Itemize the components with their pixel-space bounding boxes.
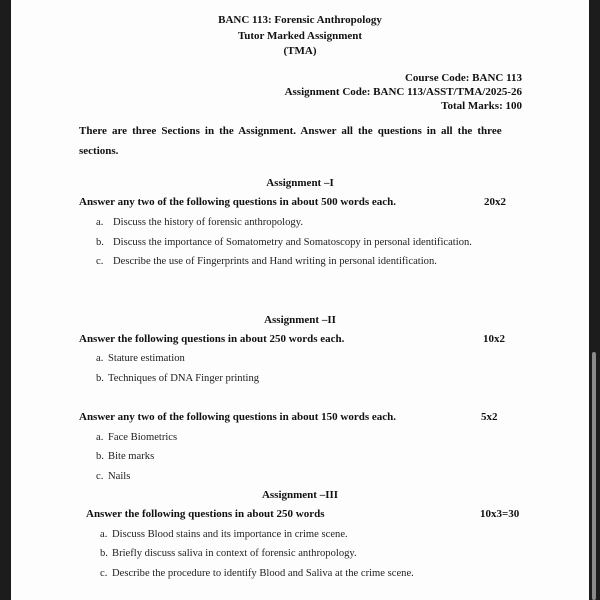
section-title-assignment-3: Assignment –III xyxy=(261,489,339,501)
question-text: Briefly discuss saliva in context of forensic anthropology. xyxy=(112,548,357,559)
course-code: Course Code: BANC 113 xyxy=(404,72,522,84)
question-text: Face Biometrics xyxy=(108,432,178,443)
question-label: a. xyxy=(96,353,104,364)
section-title-assignment-2: Assignment –II xyxy=(264,314,336,326)
question-text: Describe the procedure to identify Blood and Saliva at the crime scene. xyxy=(112,568,414,579)
general-instructions: There are three Sections in the Assignment. Answer all the questions in all the three xyxy=(79,125,502,137)
section-2a-marks: 10x2 xyxy=(483,333,505,345)
vertical-scrollbar[interactable] xyxy=(589,0,600,600)
question-text: Nails xyxy=(108,471,131,482)
question-label: c. xyxy=(96,471,104,482)
question-label: b. xyxy=(96,237,104,248)
document-subtitle: Tutor Marked Assignment xyxy=(237,30,363,42)
question-label: a. xyxy=(100,529,108,540)
question-label: b. xyxy=(96,373,104,384)
question-text: Discuss Blood stains and its importance in crime scene. xyxy=(112,529,348,540)
section-3-marks: 10x3=30 xyxy=(480,508,520,520)
document-page xyxy=(11,0,589,600)
question-text: Discuss the importance of Somatometry and Somatoscopy in personal identification. xyxy=(113,237,472,248)
question-label: b. xyxy=(96,451,104,462)
question-text: Techniques of DNA Finger printing xyxy=(108,373,260,384)
section-2b-instruction: Answer any two of the following questions in about 150 words each. xyxy=(79,411,396,423)
scrollbar-thumb[interactable] xyxy=(592,352,596,600)
question-text: Bite marks xyxy=(108,451,155,462)
question-label: b. xyxy=(100,548,108,559)
question-label: a. xyxy=(96,217,104,228)
section-2b-marks: 5x2 xyxy=(481,411,498,423)
section-1-instruction: Answer any two of the following questions in about 500 words each. xyxy=(79,196,396,208)
section-3-instruction: Answer the following questions in about 250 words xyxy=(86,508,325,520)
question-text: Stature estimation xyxy=(108,353,185,364)
section-2a-instruction: Answer the following questions in about 250 words each. xyxy=(79,333,345,345)
question-text: Discuss the history of forensic anthropology. xyxy=(113,217,303,228)
total-marks: Total Marks: 100 xyxy=(441,100,522,112)
document-title: BANC 113: Forensic Anthropology xyxy=(218,14,382,26)
assignment-code: Assignment Code: BANC 113/ASST/TMA/2025-26 xyxy=(284,86,522,98)
question-text: Describe the use of Fingerprints and Hand writing in personal identification. xyxy=(113,256,437,267)
document-abbr: (TMA) xyxy=(283,45,317,57)
question-label: a. xyxy=(96,432,104,443)
section-title-assignment-1: Assignment –I xyxy=(266,177,334,189)
general-instructions-cont: sections. xyxy=(79,145,119,157)
question-label: c. xyxy=(96,256,104,267)
question-label: c. xyxy=(100,568,108,579)
section-1-marks: 20x2 xyxy=(484,196,506,208)
